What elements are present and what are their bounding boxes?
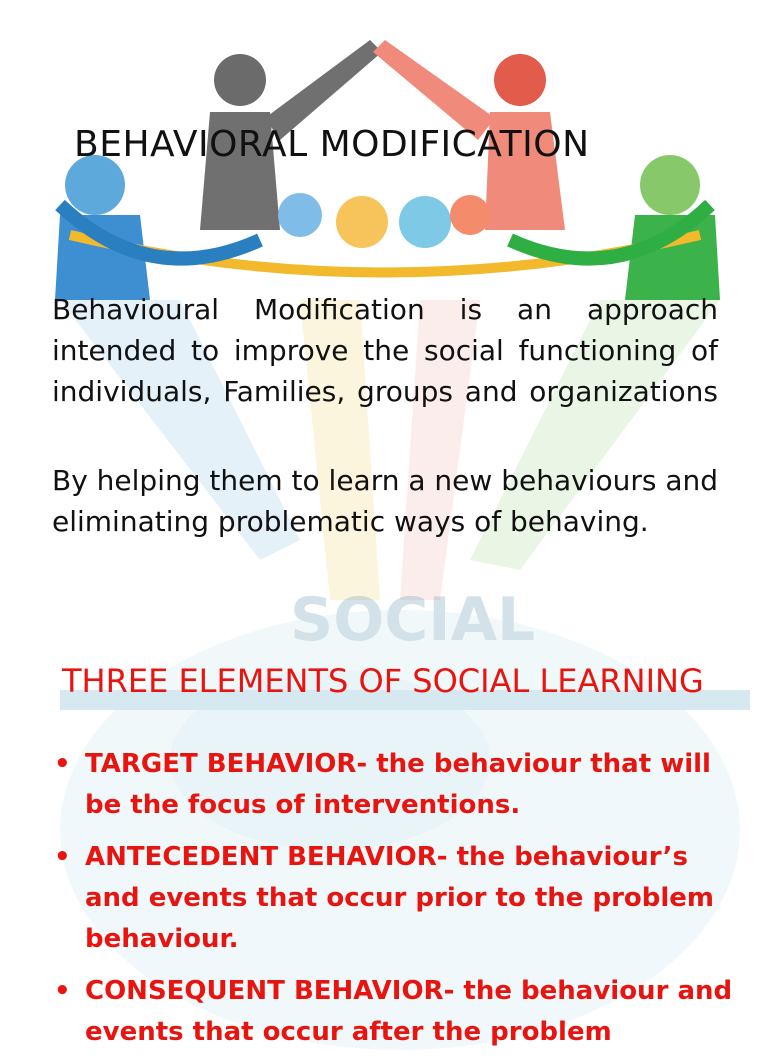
- intro-line: intended to improve the social functioning of: [52, 334, 718, 367]
- list-item: [50, 837, 750, 960]
- list-item-text: ANTECEDENT BEHAVIOR- the behaviour’s and events that occur prior to the problem behaviour.: [85, 842, 715, 954]
- bullet-icon: •: [54, 842, 71, 872]
- slide-title: BEHAVIORAL MODIFICATION: [74, 124, 590, 165]
- list-item-text: TARGET BEHAVIOR- the behaviour that will be the focus of interventions.: [85, 749, 711, 820]
- bullet-icon: •: [54, 749, 71, 779]
- intro-paragraph: [52, 289, 718, 412]
- list-item-text: CONSEQUENT BEHAVIOR- the behaviour and events that occur after the problem: [85, 976, 733, 1047]
- section-heading: THREE ELEMENTS OF SOCIAL LEARNING: [62, 662, 704, 700]
- list-item: [50, 971, 750, 1053]
- second-paragraph: By helping them to learn a new behaviours and eliminating problematic ways of behaving.: [52, 464, 719, 538]
- bullet-icon: •: [54, 976, 71, 1006]
- intro-line: Behavioural Modification is an approach: [52, 293, 718, 326]
- elements-list: [50, 744, 750, 1064]
- intro-line: individuals, Families, groups and organizations: [52, 375, 718, 408]
- list-item: [50, 744, 750, 826]
- svg-text:SOCIAL: SOCIAL: [290, 585, 536, 655]
